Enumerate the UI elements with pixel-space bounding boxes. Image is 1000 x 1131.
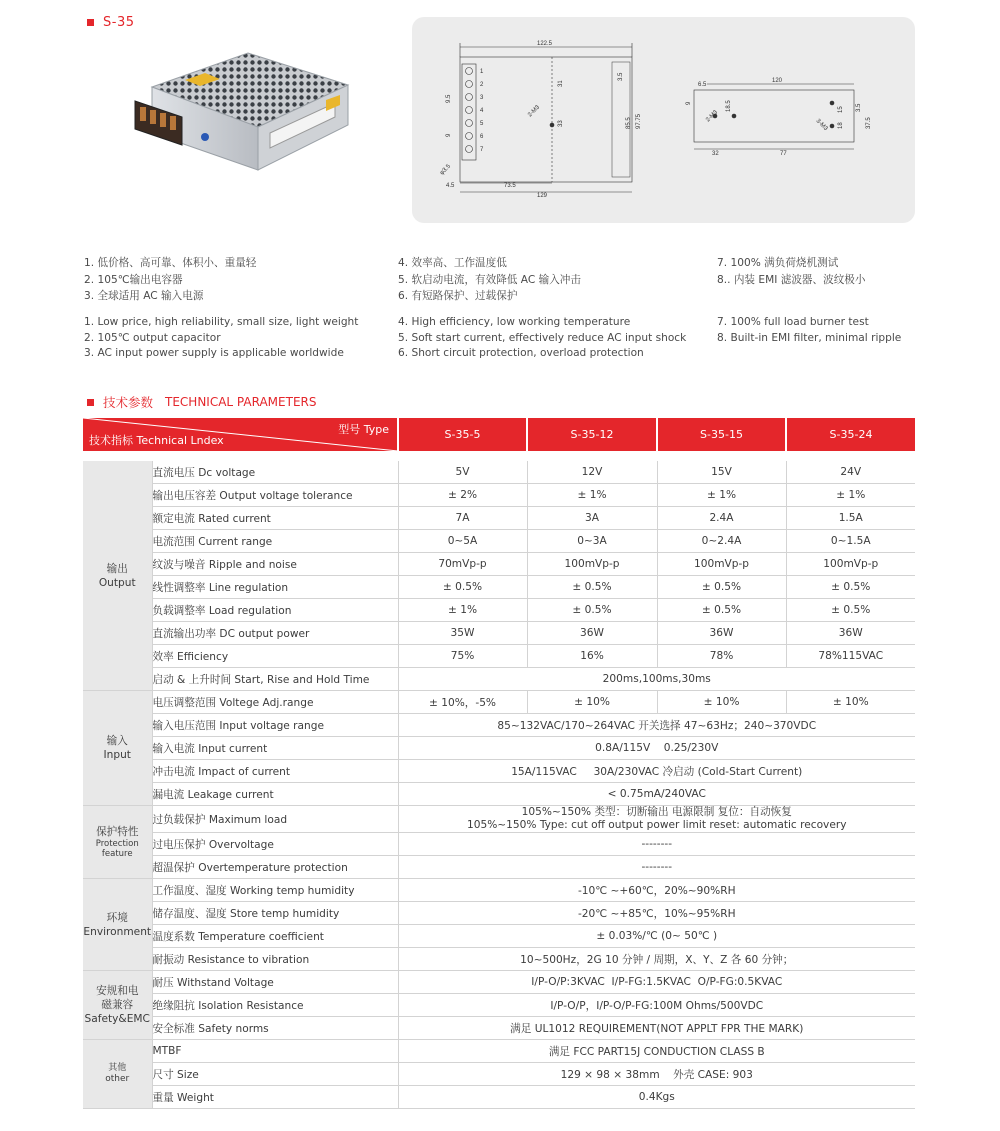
param-value-en: 105%~150% Type: cut off output power limit reset: automatic recovery — [467, 819, 847, 831]
dim-3-m3: 3-M3 — [814, 118, 829, 133]
param-value: 2.4A — [657, 507, 786, 530]
top-view-drawing — [439, 41, 642, 199]
group-other-en: other — [105, 1074, 130, 1084]
params-section-title — [87, 393, 316, 411]
header-diagonal-cell — [83, 418, 398, 451]
param-name: 负载调整率 Load regulation — [152, 599, 398, 622]
dim-15: 15 — [838, 106, 844, 113]
param-value: ± 0.5% — [657, 599, 786, 622]
param-value: 24V — [786, 461, 915, 484]
param-name: 直流输出功率 DC output power — [152, 622, 398, 645]
group-protection — [83, 806, 152, 879]
param-value: 0~5A — [398, 530, 527, 553]
table-row — [83, 1086, 915, 1109]
param-value: I/P-O/P，I/P-O/P-FG:100M Ohms/500VDC — [398, 994, 915, 1017]
dim-9-5: 9.5 — [446, 94, 452, 103]
param-value: 15V — [657, 461, 786, 484]
dim-3-5: 3.5 — [618, 72, 624, 81]
param-value: 10~500Hz，2G 10 分钟 / 周期，X、Y、Z 各 60 分钟； — [398, 948, 915, 971]
table-row — [83, 902, 915, 925]
param-value: ± 1% — [786, 484, 915, 507]
group-output — [83, 461, 152, 691]
param-name: 绝缘阻抗 Isolation Resistance — [152, 994, 398, 1017]
dim-side-2-m3: 2-M3 — [705, 109, 720, 124]
param-name: 安全标准 Safety norms — [152, 1017, 398, 1040]
table-row — [83, 994, 915, 1017]
dim-6-5: 6.5 — [698, 82, 707, 88]
param-value: 129 × 98 × 38mm 外壳 CASE: 903 — [398, 1063, 915, 1086]
red-square-icon — [87, 399, 94, 406]
header-type-label: 型号 Type — [338, 423, 389, 436]
features-en-col-2 — [398, 315, 686, 362]
header-index-label: 技术指标 Technical Lndex — [89, 434, 224, 447]
param-name: 耐振动 Resistance to vibration — [152, 948, 398, 971]
param-value: ± 0.5% — [657, 576, 786, 599]
feature-item: 7. 100% 满负荷烧机测试 — [717, 257, 839, 269]
feature-item: 4. High efficiency, low working temperature — [398, 316, 631, 328]
param-name: 耐压 Withstand Voltage — [152, 971, 398, 994]
feature-item: 2. 105℃ output capacitor — [84, 331, 221, 344]
param-name: 电压调整范围 Voltege Adj.range — [152, 691, 398, 714]
features-cn-col-3 — [717, 255, 865, 288]
param-name: 冲击电流 Impact of current — [152, 760, 398, 783]
table-row — [83, 1040, 915, 1063]
param-value: 0~3A — [527, 530, 657, 553]
param-name: 工作温度、湿度 Working temp humidity — [152, 879, 398, 902]
group-safety — [83, 971, 152, 1040]
param-value: 12V — [527, 461, 657, 484]
param-value: ± 2% — [398, 484, 527, 507]
pin-5: 5 — [480, 121, 484, 127]
param-name: 尺寸 Size — [152, 1063, 398, 1086]
dim-2-m3: 2-M3 — [527, 104, 542, 119]
table-row — [83, 806, 915, 833]
param-name: 输出电压容差 Output voltage tolerance — [152, 484, 398, 507]
dim-side-3-5: 3.5 — [856, 103, 862, 112]
table-row — [83, 691, 915, 714]
dim-18-5: 18.5 — [726, 100, 732, 112]
feature-item: 2. 105℃输出电容器 — [84, 273, 183, 286]
table-row — [83, 576, 915, 599]
param-value: 5V — [398, 461, 527, 484]
feature-item: 5. Soft start current, effectively reduce AC input shock — [398, 331, 687, 344]
param-value: -10℃ ~+60℃，20%~90%RH — [398, 879, 915, 902]
feature-item: 8. Built-in EMI filter, minimal ripple — [717, 331, 902, 344]
param-name: 电流范围 Current range — [152, 530, 398, 553]
group-protection-en: Protection feature — [95, 839, 139, 859]
table-row — [83, 833, 915, 856]
params-title-cn: 技术参数 — [103, 395, 154, 410]
group-safety-en: Safety&EMC — [84, 1013, 150, 1025]
group-environment-cn: 环境 — [106, 911, 128, 924]
param-value: 3A — [527, 507, 657, 530]
param-value: -------- — [398, 856, 915, 879]
dimension-drawing-panel — [412, 17, 915, 223]
table-row — [83, 1017, 915, 1040]
param-value: < 0.75mA/240VAC — [398, 783, 915, 806]
feature-item: 7. 100% full load burner test — [717, 316, 869, 328]
features-cn-col-2 — [398, 255, 581, 305]
param-value: 满足 FCC PART15J CONDUCTION CLASS B — [398, 1040, 915, 1063]
dim-73-5: 73.5 — [504, 183, 516, 189]
param-value: ± 0.5% — [527, 599, 657, 622]
table-row — [83, 553, 915, 576]
feature-item: 3. 全球适用 AC 输入电源 — [84, 290, 204, 302]
dim-97-75: 97.75 — [636, 113, 642, 129]
param-value: 100mVp-p — [527, 553, 657, 576]
param-value: ± 1% — [527, 484, 657, 507]
param-value: -20℃ ~+85℃，10%~95%RH — [398, 902, 915, 925]
dim-33: 33 — [558, 120, 564, 127]
dim-120: 120 — [772, 78, 783, 84]
param-name: 额定电流 Rated current — [152, 507, 398, 530]
dim-37-5: 37.5 — [866, 117, 872, 129]
table-row — [83, 484, 915, 507]
pin-2: 2 — [480, 82, 484, 88]
group-safety-cn: 安规和电磁兼容 — [96, 985, 139, 1011]
feature-item: 8.. 内装 EMI 滤波器、波纹极小 — [717, 273, 866, 286]
param-value: ± 0.5% — [527, 576, 657, 599]
table-row — [83, 783, 915, 806]
table-row — [83, 530, 915, 553]
dim-31: 31 — [558, 80, 564, 87]
param-value: 36W — [657, 622, 786, 645]
param-value: ± 10%，-5% — [398, 691, 527, 714]
table-row — [83, 507, 915, 530]
param-name: 漏电流 Leakage current — [152, 783, 398, 806]
param-value: 100mVp-p — [657, 553, 786, 576]
group-output-cn: 输出 — [106, 562, 128, 575]
product-image — [130, 45, 355, 175]
group-other-cn: 其他 — [108, 1063, 127, 1073]
param-name: 输入电流 Input current — [152, 737, 398, 760]
table-row — [83, 668, 915, 691]
param-value: 36W — [786, 622, 915, 645]
table-row — [83, 948, 915, 971]
param-value: ± 10% — [657, 691, 786, 714]
group-other — [83, 1040, 152, 1109]
param-value: 75% — [398, 645, 527, 668]
param-value: ± 10% — [527, 691, 657, 714]
param-value: 0.4Kgs — [398, 1086, 915, 1109]
param-name: 温度系数 Temperature coefficient — [152, 925, 398, 948]
param-value: 满足 UL1012 REQUIREMENT(NOT APPLT FPR THE MARK) — [398, 1017, 915, 1040]
pin-1: 1 — [480, 69, 484, 75]
param-value: 0.8A/115V 0.25/230V — [398, 737, 915, 760]
param-value: 16% — [527, 645, 657, 668]
table-row — [83, 971, 915, 994]
dim-4-5: 4.5 — [446, 183, 455, 189]
table-row — [83, 599, 915, 622]
param-value: 78%115VAC — [786, 645, 915, 668]
param-name: 重量 Weight — [152, 1086, 398, 1109]
dim-9: 9 — [446, 133, 452, 137]
feature-item: 6. 有短路保护、过载保护 — [398, 290, 518, 302]
feature-item: 6. Short circuit protection, overload protection — [398, 347, 644, 359]
param-name: 过负载保护 Maximum load — [152, 806, 398, 833]
param-name: 输入电压范围 Input voltage range — [152, 714, 398, 737]
param-value: 35W — [398, 622, 527, 645]
param-name: 启动 & 上升时间 Start, Rise and Hold Time — [152, 668, 398, 691]
feature-item: 1. 低价格、高可靠、体积小、重量轻 — [84, 257, 257, 269]
technical-parameters-table — [83, 418, 915, 1109]
param-name: 线性调整率 Line regulation — [152, 576, 398, 599]
table-row — [83, 879, 915, 902]
param-name: 储存温度、湿度 Store temp humidity — [152, 902, 398, 925]
param-value: ± 0.5% — [786, 576, 915, 599]
model-header-s-35-24: S-35-24 — [786, 418, 915, 451]
group-input-en: Input — [103, 749, 131, 761]
group-protection-cn: 保护特性 — [96, 826, 139, 838]
param-value: ± 0.03%/℃ (0~ 50℃ ) — [398, 925, 915, 948]
param-value: 7A — [398, 507, 527, 530]
param-value: ± 1% — [398, 599, 527, 622]
group-environment — [83, 879, 152, 971]
param-name: 过电压保护 Overvoltage — [152, 833, 398, 856]
table-row — [83, 714, 915, 737]
param-value: 85~132VAC/170~264VAC 开关选择 47~63Hz；240~370VDC — [398, 714, 915, 737]
table-row — [83, 461, 915, 484]
table-row — [83, 1063, 915, 1086]
param-value: ± 0.5% — [398, 576, 527, 599]
param-value: 0~2.4A — [657, 530, 786, 553]
side-view-drawing — [686, 78, 872, 157]
param-name: 超温保护 Overtemperature protection — [152, 856, 398, 879]
param-value-cn: 105%~150% 类型：切断输出 电源限制 复位：自动恢复 — [521, 806, 792, 818]
dim-phi-3-5: φ3.5 — [439, 163, 453, 177]
param-value: -------- — [398, 833, 915, 856]
param-value — [398, 806, 915, 833]
pin-7: 7 — [480, 147, 484, 153]
param-value: 1.5A — [786, 507, 915, 530]
model-header-s-35-5: S-35-5 — [398, 418, 527, 451]
dim-32: 32 — [712, 151, 719, 157]
param-value: 100mVp-p — [786, 553, 915, 576]
dim-side-9: 9 — [686, 101, 692, 105]
model-header-s-35-15: S-35-15 — [657, 418, 786, 451]
pin-3: 3 — [480, 95, 484, 101]
param-value: 78% — [657, 645, 786, 668]
param-name: 纹波与噪音 Ripple and noise — [152, 553, 398, 576]
red-square-icon — [87, 19, 94, 26]
group-environment-en: Environment — [83, 925, 152, 938]
model-header-s-35-12: S-35-12 — [527, 418, 657, 451]
dim-85-5: 85.5 — [626, 117, 632, 129]
feature-item: 5. 软启动电流，有效降低 AC 输入冲击 — [398, 273, 581, 286]
table-row — [83, 925, 915, 948]
table-row — [83, 760, 915, 783]
model-title — [87, 15, 135, 30]
param-value: 36W — [527, 622, 657, 645]
params-title-en: TECHNICAL PARAMETERS — [165, 395, 317, 409]
param-value: ± 10% — [786, 691, 915, 714]
param-value: I/P-O/P:3KVAC I/P-FG:1.5KVAC O/P-FG:0.5KVAC — [398, 971, 915, 994]
table-header-row — [83, 418, 915, 451]
group-output-en: Output — [98, 576, 136, 589]
feature-item: 4. 效率高、工作温度低 — [398, 257, 507, 269]
pin-4: 4 — [480, 108, 484, 114]
dim-129: 129 — [537, 193, 548, 199]
features-en-col-1 — [84, 315, 358, 362]
group-input — [83, 691, 152, 806]
param-value: 200ms,100ms,30ms — [398, 668, 915, 691]
table-row — [83, 622, 915, 645]
feature-item: 1. Low price, high reliability, small size, light weight — [84, 316, 359, 328]
param-value: 15A/115VAC 30A/230VAC 冷启动 (Cold-Start Current) — [398, 760, 915, 783]
table-row — [83, 645, 915, 668]
dim-77: 77 — [780, 151, 787, 157]
table-row — [83, 737, 915, 760]
param-value: ± 1% — [657, 484, 786, 507]
feature-item: 3. AC input power supply is applicable worldwide — [84, 347, 344, 359]
group-input-cn: 输入 — [106, 735, 128, 747]
param-name: 直流电压 Dc voltage — [152, 461, 398, 484]
model-name: S-35 — [103, 15, 135, 30]
param-value: ± 0.5% — [786, 599, 915, 622]
param-name: 效率 Efficiency — [152, 645, 398, 668]
param-name: MTBF — [152, 1040, 398, 1063]
dim-122-5: 122.5 — [537, 41, 553, 47]
param-value: 70mVp-p — [398, 553, 527, 576]
features-en-col-3 — [717, 315, 901, 346]
pin-6: 6 — [480, 134, 484, 140]
table-row — [83, 856, 915, 879]
features-cn-col-1 — [84, 255, 256, 305]
dim-18: 18 — [838, 122, 844, 129]
param-value: 0~1.5A — [786, 530, 915, 553]
